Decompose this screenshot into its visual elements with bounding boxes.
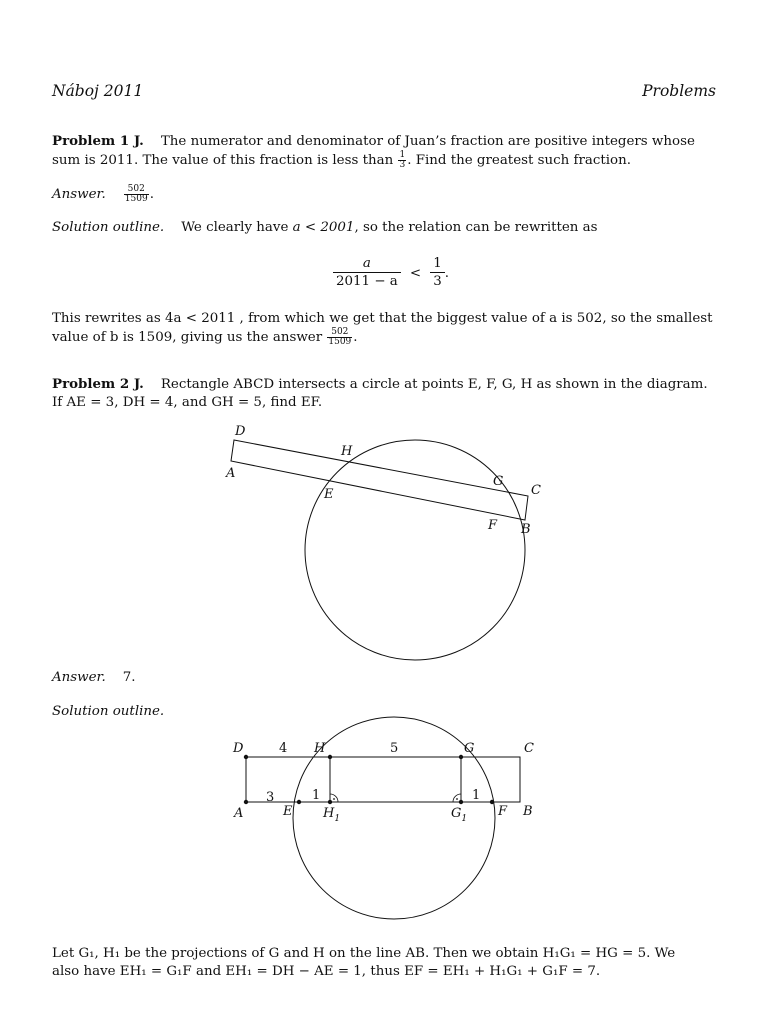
label2-h: H (314, 741, 326, 756)
answer-label: Answer. (52, 187, 106, 202)
display-lhs-fraction: $\frac{a}{2011 - a}$ (333, 255, 401, 290)
length-eh1: 1 (312, 788, 321, 803)
label-g: G (493, 474, 504, 489)
label2-e: E (283, 804, 293, 819)
paragraph-fraction: $\frac{502}{1509}$ (328, 327, 352, 347)
answer-value: 7. (122, 670, 136, 685)
solution-math: a < 2001 (292, 220, 355, 235)
problem-1-line1: The numerator and denominator of Juan’s fraction are positive integers whose (160, 134, 695, 149)
label2-c: C (524, 741, 534, 756)
label-e: E (324, 487, 334, 502)
length-dh: 4 (279, 741, 288, 756)
label-c: C (531, 483, 541, 498)
problem-2-solution-label: Solution outline. (52, 704, 165, 719)
display-inequality: $\frac{a}{2011 - a}$ < $\frac{1}{3}$ . (333, 255, 449, 290)
problem-2-conclusion: Let G₁, H₁ be the projections of G and H on the line AB. Then we obtain H₁G₁ = HG = 5. We also have EH₁ = G₁F and EH₁ = DH − AE = 1, thus EF = EH₁ + H₁G₁ + G₁F = 7. (52, 946, 676, 979)
label2-h1: $H_1$ (323, 806, 341, 824)
running-header-right: Problems (642, 82, 716, 100)
label-a: A (226, 466, 236, 481)
running-header-left: Náboj 2011 (52, 82, 144, 100)
label-b: B (521, 522, 531, 537)
problem-1-answer: Answer. $\frac{502}{1509}$ . (52, 184, 154, 204)
problem-1-title: Problem 1 J. (52, 133, 144, 149)
fraction-one-third: $\frac{1}{3}$ (399, 150, 406, 170)
label2-b: B (523, 804, 533, 819)
problem-1-solution: Solution outline. We clearly have a < 2001, so the relation can be rewritten as (52, 220, 598, 235)
problem-2-statement: Problem 2 J. Rectangle ABCD intersects a circle at points E, F, G, H as shown in the diagram. If AE = 3, DH = 4, and GH = 5, find EF. (52, 376, 708, 410)
label-h: H (341, 444, 353, 459)
label2-a: A (234, 806, 244, 821)
label-f: F (488, 518, 498, 533)
label2-f: F (498, 804, 508, 819)
label-d: D (235, 424, 246, 439)
length-hg: 5 (390, 741, 399, 756)
length-ae: 3 (266, 790, 275, 805)
circle-outline (305, 440, 525, 660)
rectangle-abcd (231, 440, 528, 520)
problem-2-title: Problem 2 J. (52, 376, 144, 392)
problem-1-paragraph: This rewrites as 4a < 2011 , from which we get that the biggest value of a is 502, so the smallest value of b is 1509, giving us the answer $\frac{502}{1509}$ . (52, 311, 713, 347)
problem-2-answer: Answer. 7. (52, 670, 136, 685)
answer-fraction: $\frac{502}{1509}$ (124, 184, 148, 204)
label2-d: D (233, 741, 244, 756)
label2-g1: $G_1$ (451, 806, 468, 824)
display-rhs-fraction: $\frac{1}{3}$ (430, 255, 445, 290)
diagram-solution (232, 717, 534, 919)
problem-1-line2b: . Find the greatest such fraction. (407, 153, 631, 168)
problem-1-line2a: sum is 2011. The value of this fraction is less than (52, 153, 394, 168)
label2-g: G (464, 741, 475, 756)
length-g1f: 1 (472, 788, 481, 803)
solution-label: Solution outline. (52, 220, 165, 235)
